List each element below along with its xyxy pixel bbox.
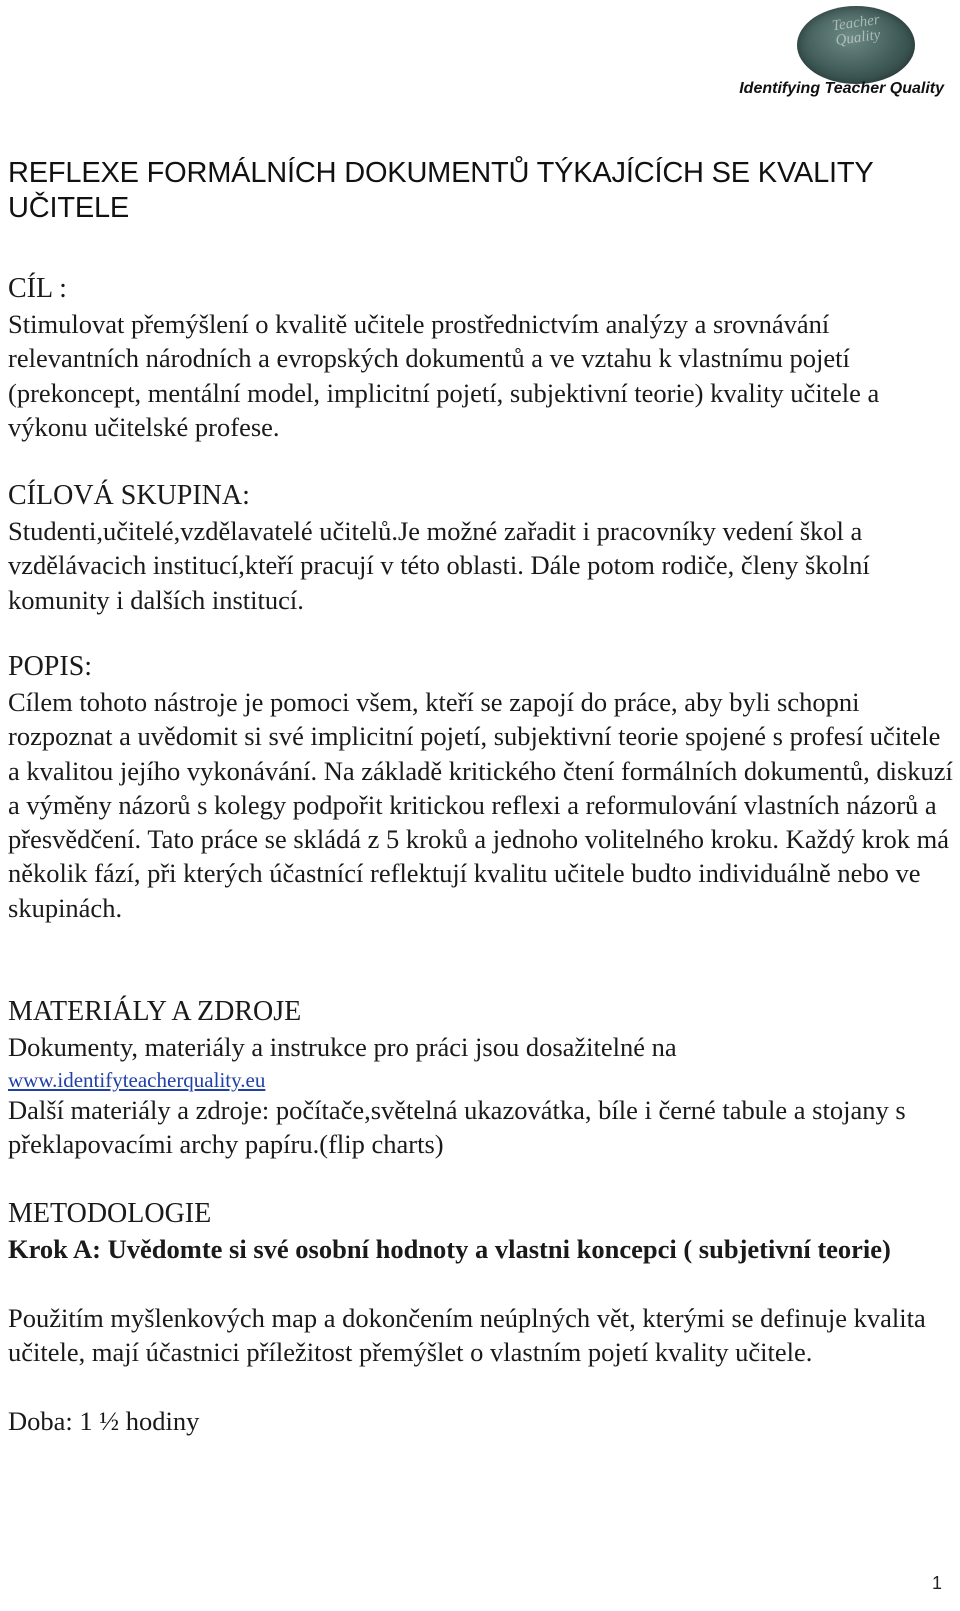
- description-heading: POPIS:: [8, 651, 93, 682]
- methodology-heading: METODOLOGIE: [8, 1198, 212, 1229]
- page-number: 1: [931, 1573, 942, 1593]
- description-text: Cílem tohoto nástroje je pomoci všem, kteří se zapojí do práce, aby byli schopni rozpoznat a uvědomit si své implicitní pojetí, subjektivní teorie spojené s profesí učitele a kvalitou jejího vykonávání. Na základě kritického čtení formálních dokumentů, diskuzí a výměny názorů s kolegy podpořit kritickou reflexi a reformulování vlastních názorů a přesvědčení. Tato práce se skládá z 5 kroků a jednoho volitelného kroku. Každý krok má několik fází, při kterých účastnící reflektují kvalitu učitele budto individuálně nebo ve skupinách.: [8, 687, 953, 923]
- goal-text: Stimulovat přemýšlení o kvalitě učitele prostřednictvím analýzy a srovnávání relevantních národních a evropských dokumentů a ve vztahu k vlastnímu pojetí (prekoncept, mentální model, implicitní pojetí, subjektivní teorie) kvality učitele a výkonu učitelské profese.: [8, 309, 880, 442]
- target-group-text: Studenti,učitelé,vzdělavatelé učitelů.Je možné zařadit i pracovníky vedení škol a vzdělávacich institucí,kteří pracují v této oblasti. Dále potom rodiče, členy školní komunity i dalších institucí.: [8, 516, 870, 615]
- teacher-quality-logo: [797, 6, 915, 84]
- materials-heading: MATERIÁLY A ZDROJE: [8, 996, 302, 1027]
- target-group-heading: CÍLOVÁ SKUPINA:: [8, 480, 250, 511]
- materials-intro: Dokumenty, materiály a instrukce pro práci jsou dosažitelné na: [8, 1032, 677, 1062]
- step-a-text: Použitím myšlenkových map a dokončením neúplných vět, kterými se definuje kvalita učitele, mají účastnici příležitost přemýšlet o vlastním pojetí kvality učitele.: [8, 1303, 926, 1368]
- goal-heading: CÍL :: [8, 273, 67, 304]
- brand-name: Identifying Teacher Quality: [739, 80, 944, 97]
- materials-more: Další materiály a zdroje: počítače,světelná ukazovátka, bíle i černé tabule a stojany s překlapovacími archy papíru.(flip charts): [8, 1095, 906, 1160]
- materials-link[interactable]: www.identifyteacherquality.eu: [8, 1068, 266, 1092]
- logo-text: Teacher Quality: [831, 11, 882, 49]
- document-title: REFLEXE FORMÁLNÍCH DOKUMENTŮ TÝKAJÍCÍCH SE KVALITY UČITELE: [8, 157, 873, 224]
- step-a-duration: Doba: 1 ½ hodiny: [8, 1406, 200, 1436]
- step-a-title: Krok A: Uvědomte si své osobní hodnoty a vlastni koncepci ( subjetivní teorie): [8, 1234, 891, 1264]
